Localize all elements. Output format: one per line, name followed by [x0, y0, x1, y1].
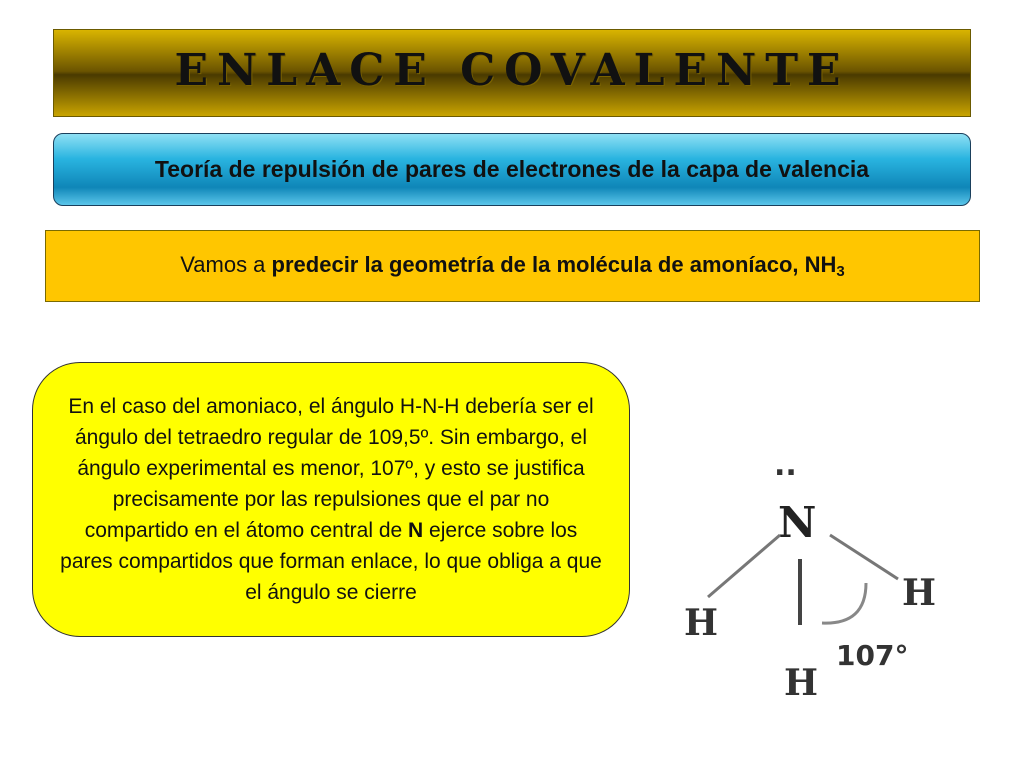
lone-pair: ..	[774, 455, 797, 483]
bond-left	[708, 535, 780, 597]
subtitle: Teoría de repulsión de pares de electrones de la capa de valencia	[154, 156, 870, 182]
atom-n: N	[778, 498, 817, 547]
explanation-text	[59, 391, 603, 608]
explanation-bold: N	[408, 519, 424, 542]
intro-prefix: Vamos a	[180, 252, 272, 277]
ammonia-diagram	[670, 455, 960, 705]
title-banner	[53, 29, 971, 117]
explanation-part2: ejerce sobre los pares compartidos que forman enlace, lo que obliga a que el ángulo se cierre	[60, 519, 602, 604]
intro-banner	[45, 230, 980, 302]
intro-text	[180, 252, 845, 280]
explanation-bubble	[32, 362, 630, 637]
atom-h-left: H	[684, 602, 719, 644]
page-title: ENLACE COVALENTE	[174, 44, 850, 96]
angle-arc	[822, 583, 866, 623]
angle-label: 107°	[836, 639, 909, 672]
atom-h-right: H	[902, 572, 937, 614]
explanation-part1: En el caso del amoniaco, el ángulo H-N-H debería ser el ángulo del tetraedro regular de 109,5º. Sin embargo, el ángulo experimental es menor, 107º, y esto se justifica precisamente por las repulsiones que el par no compartido en el átomo central de	[68, 395, 594, 542]
bond-right	[830, 535, 898, 579]
intro-bold: predecir la geometría de la molécula de amoníaco, NH	[271, 252, 837, 277]
intro-subscript: 3	[836, 263, 845, 280]
atom-h-bottom: H	[784, 662, 819, 704]
subtitle-banner	[53, 133, 971, 206]
